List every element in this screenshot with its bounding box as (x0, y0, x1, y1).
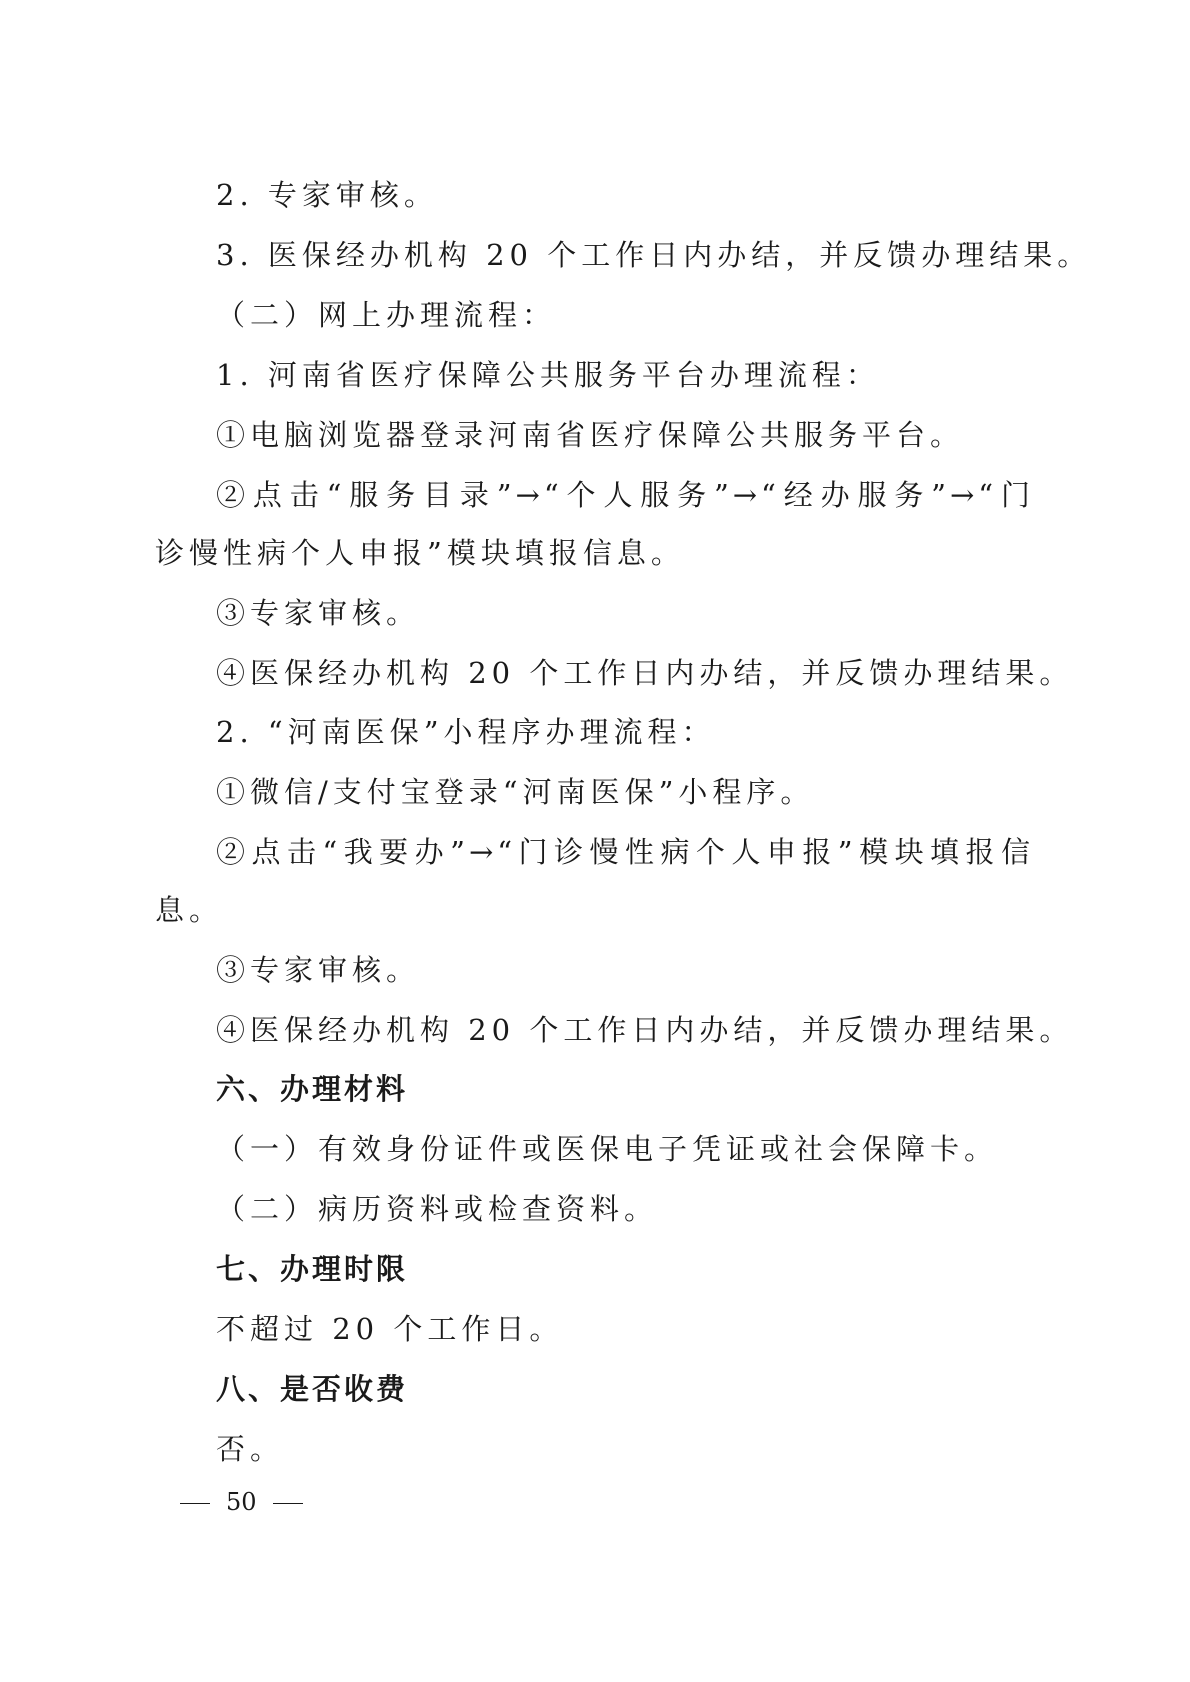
page-number (180, 1487, 303, 1517)
left-dash (180, 1503, 210, 1504)
text-line: 否。 (216, 1432, 285, 1466)
text-line: ①电脑浏览器登录河南省医疗保障公共服务平台。 (216, 418, 965, 452)
section-heading: 八、是否收费 (216, 1372, 409, 1406)
text-line: ④医保经办机构 20 个工作日内办结，并反馈办理结果。 (216, 1013, 1074, 1047)
text-line: 1. 河南省医疗保障公共服务平台办理流程： (216, 358, 880, 392)
section-heading: 七、办理时限 (216, 1252, 409, 1286)
text-line: 3. 医保经办机构 20 个工作日内办结，并反馈办理结果。 (216, 238, 1092, 272)
text-line: 2. 专家审核。 (216, 178, 438, 212)
text-line: ②点击“我要办”→“门诊慢性病个人申报”模块填报信 (216, 835, 1034, 869)
text-line: ④医保经办机构 20 个工作日内办结，并反馈办理结果。 (216, 656, 1074, 690)
text-line: ③专家审核。 (216, 953, 421, 987)
text-line: （二）病历资料或检查资料。 (216, 1192, 659, 1226)
text-line: ②点击“服务目录”→“个人服务”→“经办服务”→“门 (216, 478, 1034, 512)
text-line: ①微信/支付宝登录“河南医保”小程序。 (216, 775, 815, 809)
text-line: 不超过 20 个工作日。 (216, 1312, 564, 1346)
text-line: （二）网上办理流程： (216, 298, 557, 332)
text-line: ③专家审核。 (216, 596, 421, 630)
right-dash (273, 1503, 303, 1504)
text-line: （一）有效身份证件或医保电子凭证或社会保障卡。 (216, 1132, 999, 1166)
page-number-value: 50 (226, 1488, 257, 1516)
text-line: 诊慢性病个人申报”模块填报信息。 (155, 536, 685, 570)
section-heading: 六、办理材料 (216, 1072, 409, 1106)
text-line: 息。 (155, 893, 224, 927)
text-line: 2. “河南医保”小程序办理流程： (216, 715, 716, 749)
